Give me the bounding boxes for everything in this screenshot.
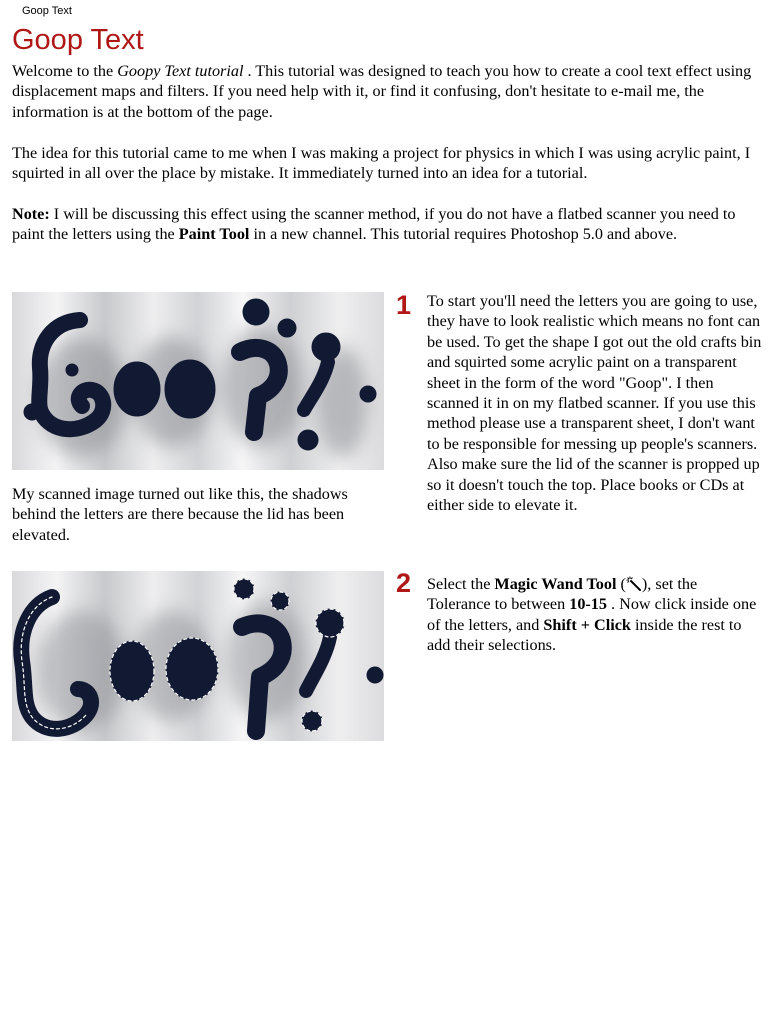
intro-paragraph-2: The idea for this tutorial came to me when I was making a project for physics in which I was using acrylic paint, I squirted in all over the place by mistake. It immediately turned into an idea for a tutorial. — [12, 143, 751, 183]
step-2-number: 2 — [396, 568, 412, 598]
tolerance-value: 10-15 — [569, 595, 607, 614]
step-2-text: Select the Magic Wand Tool ( ), set the Tolerance to between 10-15 . Now click inside one of the letters, and Shift + Click inside the rest to add their selections. — [427, 575, 757, 655]
intro-section — [12, 61, 752, 265]
magic-wand-tool-term: Magic Wand Tool — [494, 575, 617, 593]
magic-wand-icon — [626, 576, 642, 592]
page-title: Goop Text — [12, 24, 144, 56]
intro-note: Note: I will be discussing this effect using the scanner method, if you do not have a flatbed scanner you need to paint the letters using the Paint Tool in a new channel. This tutorial requires Photoshop 5.0 and above. — [12, 204, 736, 244]
page-label: Goop Text — [22, 5, 72, 17]
intro-paragraph-1: Welcome to the Goopy Text tutorial . This tutorial was designed to teach you how to create a cool text effect using displacement maps and filters. If you need help with it, or find it confusing, don't hesitate to e-mail me, the information is at the bottom of the page. — [12, 62, 752, 121]
shift-click-term: Shift + Click — [543, 615, 631, 634]
note-label: Note: — [12, 204, 50, 223]
step-1-number: 1 — [396, 290, 412, 320]
selected-goop-image — [12, 571, 384, 741]
step-1-text: To start you'll need the letters you are going to use, they have to look realistic which means no font can be used. To get the shape I got out the old crafts bin and squirted some acrylic paint on a transparent sheet in the form of the word "Goop". I then scanned it in on my flatbed scanner. If you use this method please use a transparent sheet, I don't want to be responsible for messing up people's scanners. Also make sure the lid of the scanner is propped up so it doesn't touch the top. Place books or CDs at either side to elevate it. — [427, 292, 762, 515]
step-1-caption: My scanned image turned out like this, the shadows behind the letters are there because the lid has been elevated. — [12, 485, 348, 544]
paint-tool-term: Paint Tool — [178, 225, 250, 244]
scanned-goop-image — [12, 292, 384, 470]
tutorial-name: Goopy Text tutorial — [117, 62, 244, 80]
